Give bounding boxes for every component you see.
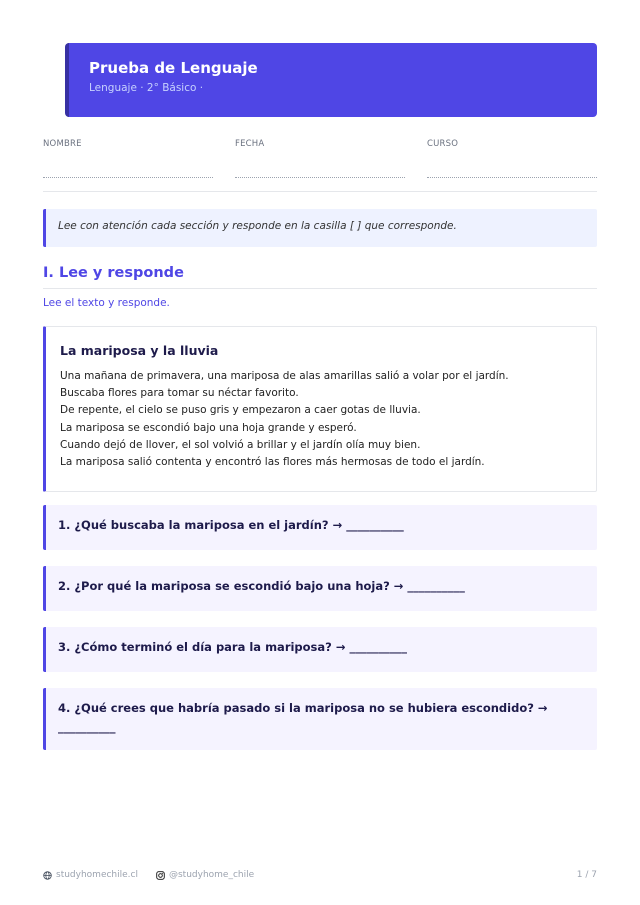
instagram-icon bbox=[156, 871, 165, 880]
question-2[interactable]: 2. ¿Por qué la mariposa se escondió bajo una hoja? → __________ bbox=[43, 566, 597, 611]
instagram-text: @studyhome_chile bbox=[168, 870, 255, 880]
date-line[interactable] bbox=[235, 177, 405, 178]
course-field[interactable] bbox=[427, 139, 597, 178]
footer-website[interactable] bbox=[43, 870, 138, 880]
page-subtitle: Lenguaje · 2° Básico · bbox=[89, 82, 204, 94]
reading-passage bbox=[43, 326, 597, 492]
website-text: studyhomechile.cl bbox=[56, 870, 138, 880]
instructions-box: Lee con atención cada sección y responde en la casilla [ ] que corresponde. bbox=[43, 209, 597, 247]
name-field[interactable] bbox=[43, 139, 213, 178]
page-title: Prueba de Lenguaje bbox=[89, 59, 258, 77]
course-label: CURSO bbox=[427, 139, 459, 149]
reading-line: De repente, el cielo se puso gris y empezaron a caer gotas de lluvia. bbox=[60, 404, 421, 417]
name-label: NOMBRE bbox=[43, 139, 82, 149]
page-number: 1 / 7 bbox=[576, 870, 597, 880]
date-field[interactable] bbox=[235, 139, 405, 178]
footer bbox=[43, 870, 597, 880]
question-1[interactable]: 1. ¿Qué buscaba la mariposa en el jardín? → __________ bbox=[43, 505, 597, 550]
globe-icon bbox=[43, 871, 52, 880]
reading-line: La mariposa se escondió bajo una hoja grande y esperó. bbox=[60, 421, 357, 434]
footer-instagram[interactable] bbox=[156, 870, 254, 880]
question-4[interactable]: 4. ¿Qué crees que habría pasado si la mariposa no se hubiera escondido? → __________ bbox=[43, 688, 597, 750]
reading-title: La mariposa y la lluvia bbox=[60, 343, 219, 358]
course-line[interactable] bbox=[427, 177, 597, 178]
name-line[interactable] bbox=[43, 177, 213, 178]
question-3[interactable]: 3. ¿Cómo terminó el día para la mariposa? → __________ bbox=[43, 627, 597, 672]
date-label: FECHA bbox=[235, 139, 265, 149]
section-title: I. Lee y responde bbox=[43, 265, 597, 289]
header-banner bbox=[65, 43, 597, 117]
student-fields bbox=[43, 139, 597, 178]
section-subtitle: Lee el texto y responde. bbox=[43, 297, 170, 309]
reading-line: Una mañana de primavera, una mariposa de alas amarillas salió a volar por el jardín. bbox=[60, 370, 509, 382]
divider bbox=[43, 191, 597, 192]
reading-line: Cuando dejó de llover, el sol volvió a brillar y el jardín olía muy bien. bbox=[60, 438, 421, 451]
reading-line: Buscaba flores para tomar su néctar favorito. bbox=[60, 387, 299, 400]
reading-line: La mariposa salió contenta y encontró las flores más hermosas de todo el jardín. bbox=[60, 456, 485, 469]
